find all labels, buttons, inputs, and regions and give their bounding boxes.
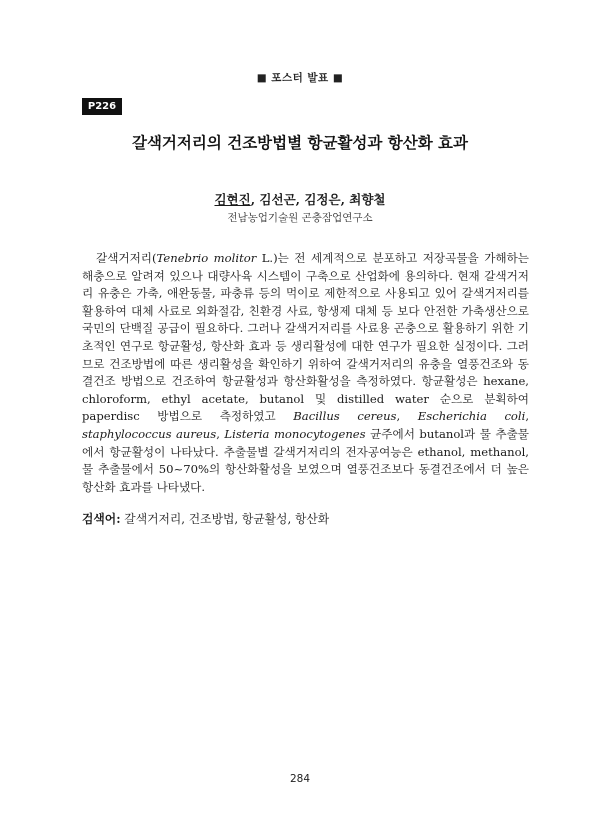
scientific-name: Bacillus cereus	[293, 409, 397, 424]
page-number: 284	[289, 773, 311, 785]
abstract-text: ,	[216, 426, 225, 441]
keywords-text: 갈색거저리, 건조방법, 항균활성, 항산화	[120, 512, 330, 526]
keywords-label: 검색어:	[82, 512, 121, 526]
co-authors: , 김선곤, 김정은, 최향철	[250, 192, 386, 207]
scientific-name: Escherichia coli	[417, 409, 526, 424]
poster-id-badge: P226	[82, 98, 122, 115]
affiliation: 전남농업기술원 곤충잠업연구소	[227, 212, 373, 224]
scientific-name: Tenebrio molitor	[156, 251, 257, 265]
abstract-text: ,	[525, 409, 530, 424]
scientific-name: Listeria monocytogenes	[224, 426, 366, 441]
abstract-text: ,	[396, 409, 418, 424]
abstract-paragraph	[82, 250, 529, 496]
section-header-label: ■ 포스터 발표 ■	[256, 72, 344, 84]
presenting-author: 김현진	[214, 192, 251, 207]
author-list	[40, 190, 560, 208]
abstract-body	[82, 250, 529, 496]
scientific-name: staphylococcus aureus	[82, 426, 217, 441]
paper-title: 갈색거저리의 건조방법별 항균활성과 항산화 효과	[131, 133, 469, 152]
section-header	[82, 66, 518, 85]
abstract-text: 균주에서 butanol과 물 추출물에서 항균활성이 나타났다. 추출물별 갈색거저리의 전자공여능은 ethanol, methanol, 물 추출물에서 50~70%의 항산화활성을 보였으며 열풍건조보다 동결건조에서 더 높은 항산화 효과를 나타냈다.	[82, 426, 529, 494]
abstract-text: 갈색거저리(	[96, 251, 157, 265]
abstract-text: L.)는 전 세계적으로 분포하고 저장곡물을 가해하는 해충으로 알려져 있으나 대량사육 시스템이 구축으로 산업화에 용의하다. 현재 갈색거저리 유충은 가축, 애완동물, 파충류 등의 먹이로 제한적으로 사용되고 있어 갈색거저리를 활용하여 대체 사료로 외화절감, 친환경 사료, 항생제 대체 등 보다 안전한 가축생산으로 국민의 단백질 공급이 필요하다. 그러나 갈색거저리를 사료용 곤충으로 활용하기 위한 기초적인 연구로 항균활성, 항산화 효과 등 생리활성에 대한 연구가 필요한 실정이다. 그러므로 건조방법에 따른 생리활성을 확인하기 위하여 갈색거저리의 유충을 열풍건조와 동결건조 방법으로 건조하여 항균활성과 항산화활성을 측정하였다. 항균활성은 hexane, chloroform, ethyl acetate, butanol 및 distilled water 순으로 분획하여 paperdisc 방법으로 측정하였고	[82, 251, 529, 424]
keywords	[82, 510, 529, 527]
